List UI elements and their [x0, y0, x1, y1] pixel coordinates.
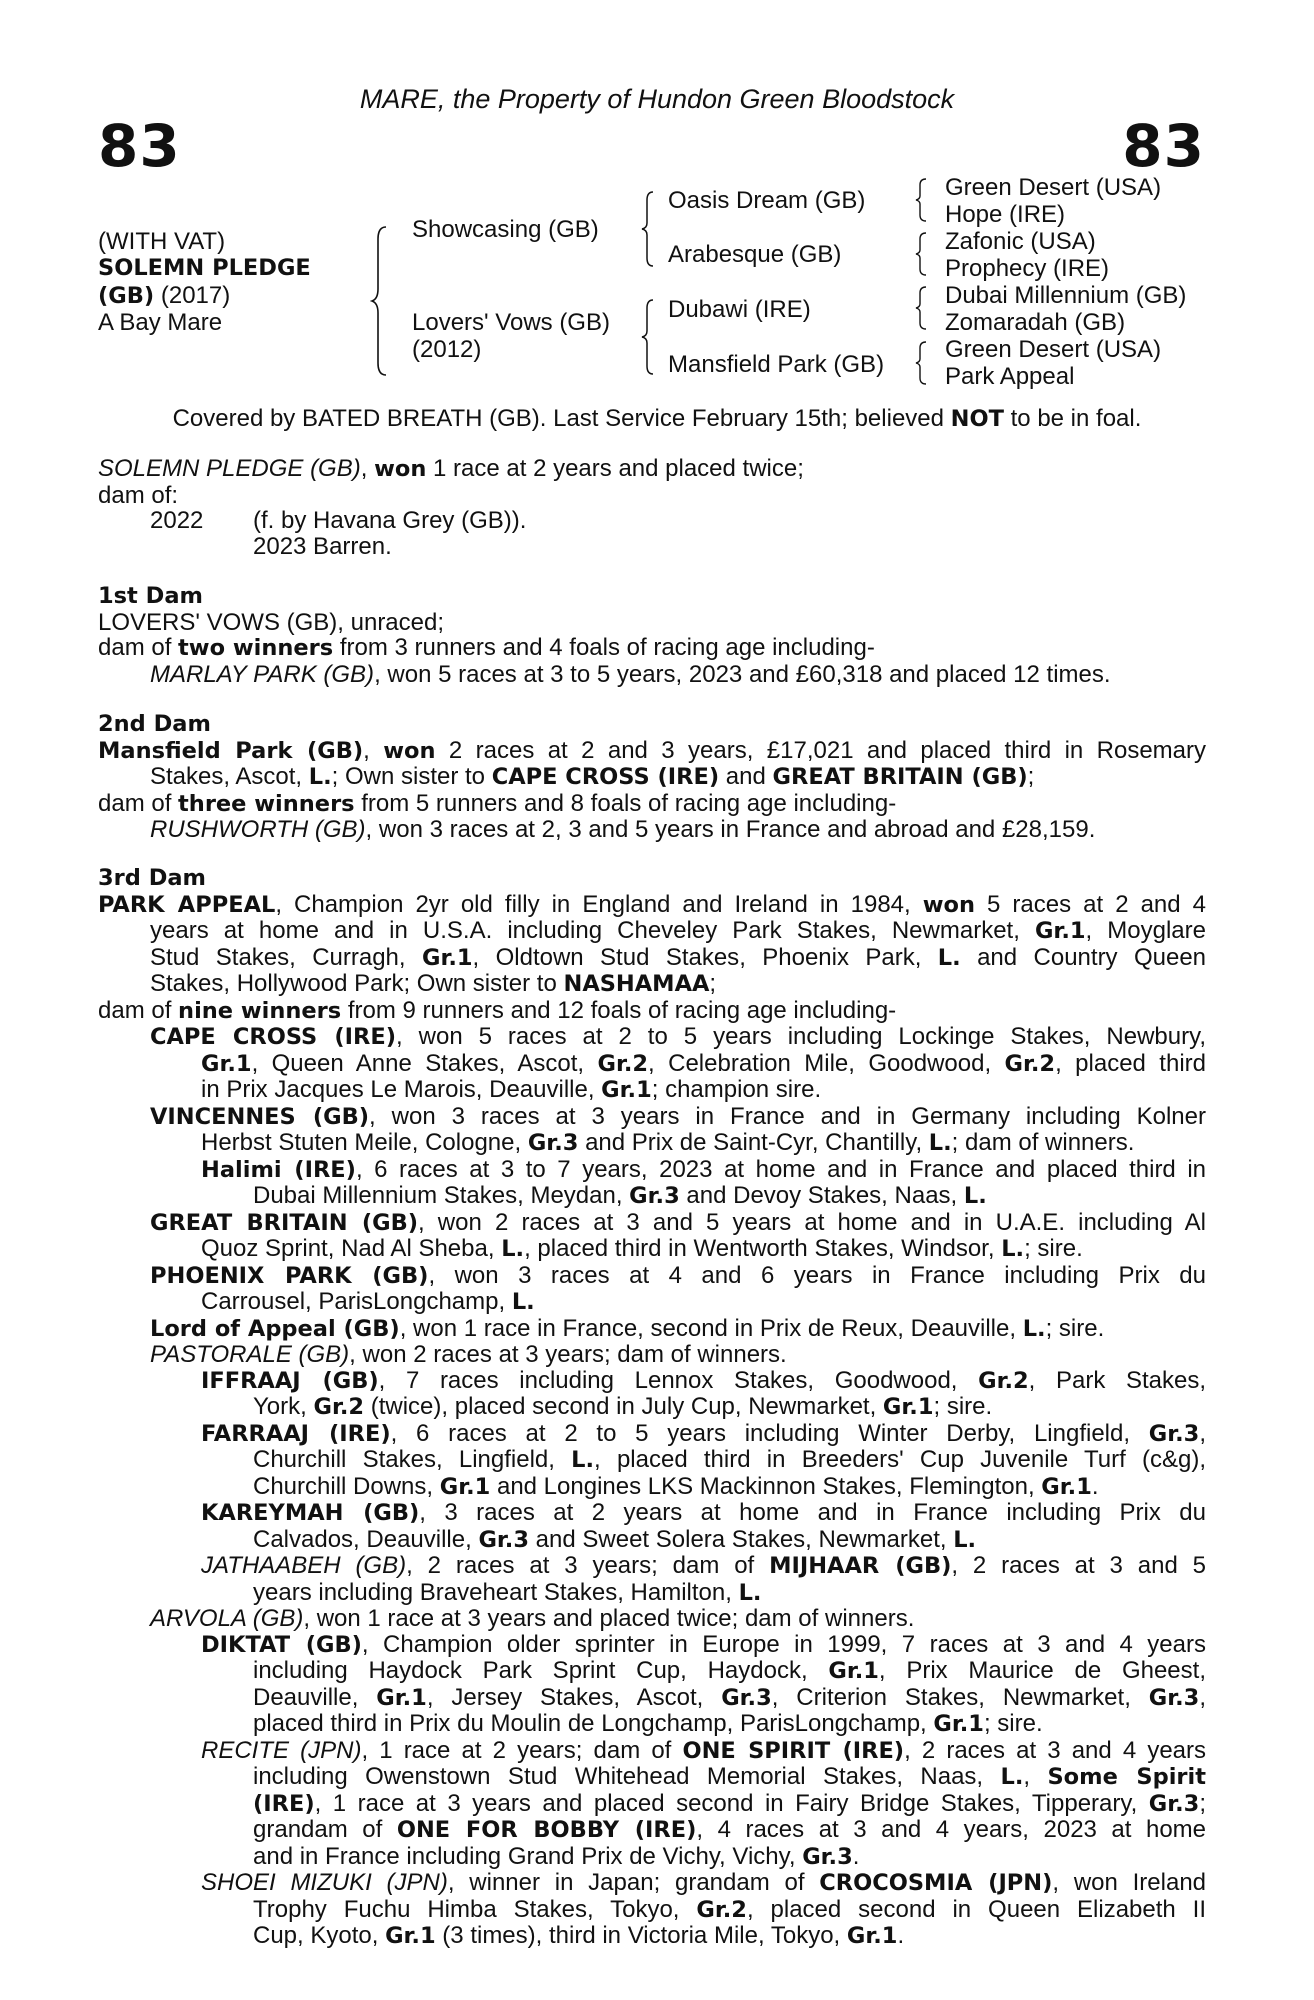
- text-line: [98, 817, 1206, 843]
- text-run: , won 3 races at 2, 3 and 5 years in France and abroad and £28,159.: [365, 816, 1096, 843]
- text-line: [98, 1817, 1206, 1844]
- text-run: , Jersey Stakes, Ascot,: [426, 1683, 722, 1711]
- text-run: RECITE (JPN): [201, 1736, 362, 1764]
- text-run: ,: [1199, 1419, 1206, 1447]
- text-run: ; sire.: [1024, 1235, 1083, 1262]
- text-run: ;: [709, 970, 717, 997]
- text-run: Deauville,: [253, 1683, 377, 1711]
- text-line: [98, 791, 1206, 818]
- text-run: , Oldtown Stud Stakes, Phoenix Park,: [472, 943, 938, 971]
- text-run: Gr.2: [1004, 1050, 1056, 1077]
- gg-2: Hope (IRE): [945, 201, 1066, 228]
- gg-7: Green Desert (USA): [945, 336, 1162, 363]
- gg-4: Prophecy (IRE): [945, 255, 1110, 282]
- text-run: Gr.3: [527, 1130, 579, 1156]
- text-line: [98, 1236, 1206, 1263]
- text-line: [98, 1316, 1206, 1343]
- text-run: Halimi (IRE): [201, 1156, 356, 1183]
- text-run: from 9 runners and 12 foals of racing age including-: [341, 996, 897, 1024]
- brace-gen2-sire: [640, 190, 656, 268]
- text-run: years at home and in U.S.A. including Cheveley Park Stakes, Newmarket,: [150, 917, 1035, 944]
- text-run: Gr.3: [1148, 1420, 1200, 1447]
- text-run: , won 5 races at 3 to 5 years, 2023 and £60,318 and placed 12 times.: [374, 660, 1111, 688]
- text-run: .: [1091, 1472, 1099, 1500]
- text-run: ; sire.: [983, 1710, 1043, 1737]
- text-run: L.: [501, 1236, 525, 1262]
- gg-5: Dubai Millennium (GB): [945, 282, 1187, 309]
- third-dam-heading: 3rd Dam: [98, 865, 206, 891]
- text-line: [98, 1474, 1206, 1501]
- sire: Showcasing (GB): [412, 216, 599, 243]
- brace-gen3-3: [914, 285, 928, 331]
- text-line: [98, 1580, 1206, 1607]
- text-run: L.: [928, 1130, 952, 1156]
- text-run: PHOENIX PARK (GB): [150, 1262, 429, 1289]
- text-line: [98, 1394, 1206, 1421]
- text-run: to be in foal.: [1003, 405, 1142, 432]
- text-run: Herbst Stuten Meile, Cologne,: [201, 1129, 528, 1156]
- text-run: GREAT BRITAIN (GB): [772, 764, 1028, 790]
- text-run: , won 2 races at 3 and 5 years at home and in U.A.E. including Al: [418, 1208, 1206, 1236]
- dam-sire: Dubawi (IRE): [668, 296, 811, 323]
- text-line: [98, 1183, 1206, 1210]
- text-run: two winners: [178, 635, 334, 661]
- text-run: CROCOSMIA (JPN): [819, 1870, 1053, 1896]
- text-run: GREAT BRITAIN (GB): [150, 1209, 419, 1236]
- text-run: PASTORALE (GB): [150, 1341, 350, 1368]
- text-run: , 2 races at 3 years; dam of: [406, 1552, 770, 1579]
- text-run: L.: [738, 1579, 762, 1606]
- text-run: NOT: [950, 406, 1004, 432]
- text-line: [98, 1606, 1206, 1632]
- text-run: from 3 runners and 4 foals of racing age including-: [333, 634, 875, 661]
- text-run: L.: [511, 1289, 535, 1315]
- text-run: JATHAABEH (GB): [201, 1552, 407, 1579]
- text-run: NASHAMAA: [563, 971, 710, 997]
- text-run: won: [383, 737, 436, 764]
- text-run: 2 races at 2 and 3 years, £17,021 and placed third in Rosemary: [435, 736, 1206, 764]
- text-run: Gr.1: [601, 1077, 652, 1103]
- lot-number-left: 83: [98, 112, 181, 180]
- brace-gen3-1: [914, 177, 928, 223]
- text-run: Gr.2: [978, 1367, 1029, 1394]
- text-run: Gr.1: [882, 1394, 934, 1420]
- text-run: in Prix Jacques Le Marois, Deauville,: [201, 1076, 602, 1103]
- text-line: [98, 892, 1206, 919]
- text-line: [98, 1210, 1206, 1237]
- text-line: [98, 918, 1206, 945]
- pedigree-table: [0, 0, 1314, 420]
- intro-section: [98, 456, 1206, 559]
- text-run: Lord of Appeal (GB): [150, 1315, 400, 1342]
- gg-3: Zafonic (USA): [945, 228, 1096, 255]
- text-run: and in France including Grand Prix de Vichy, Vichy,: [253, 1842, 803, 1870]
- text-run: , 6 races at 2 to 5 years including Winter Derby, Lingfield,: [390, 1419, 1149, 1447]
- dam-dam: Mansfield Park (GB): [668, 351, 885, 378]
- text-run: SOLEMN PLEDGE (GB): [98, 455, 361, 482]
- text-run: from 5 runners and 8 foals of racing age including-: [354, 789, 897, 817]
- text-run: , placed third: [1055, 1049, 1206, 1077]
- text-run: L.: [1022, 1315, 1046, 1342]
- text-run: FARRAAJ (IRE): [201, 1420, 391, 1447]
- text-run: ARVOLA (GB): [150, 1605, 304, 1632]
- text-line: [98, 1711, 1206, 1738]
- covered-line: [0, 406, 1314, 433]
- text-run: , Champion older sprinter in Europe in 1999, 7 races at 3 and 4 years: [361, 1630, 1206, 1658]
- text-run: Dubai Millennium Stakes, Meydan,: [253, 1182, 630, 1209]
- text-run: Gr.2: [313, 1394, 365, 1420]
- text-run: Cup, Kyoto,: [253, 1922, 386, 1949]
- text-run: , 1 race at 2 years; dam of: [361, 1736, 683, 1764]
- text-run: Stakes, Ascot,: [150, 763, 309, 790]
- horse-description: A Bay Mare: [98, 309, 223, 336]
- text-line: [98, 764, 1206, 791]
- text-line: [98, 456, 1206, 483]
- page-header: MARE, the Property of Hundon Green Bloodstock: [359, 84, 955, 114]
- text-run: Churchill Downs,: [253, 1472, 440, 1500]
- text-run: CAPE CROSS (IRE): [150, 1024, 397, 1050]
- text-run: , 1 race at 3 years and placed second in Fairy Bridge Stakes, Tipperary,: [314, 1789, 1149, 1817]
- text-run: Mansfield Park (GB): [98, 737, 364, 764]
- text-line: [98, 1897, 1206, 1924]
- text-line: [98, 1527, 1206, 1554]
- text-run: Gr.3: [1148, 1790, 1200, 1817]
- text-run: , Prix Maurice de Gheest,: [878, 1657, 1206, 1684]
- text-line: [98, 1844, 1206, 1871]
- text-line: [98, 738, 1206, 765]
- text-run: and Sweet Solera Stakes, Newmarket,: [529, 1525, 954, 1553]
- horse-country-year: (GB) (2017): [98, 282, 231, 309]
- text-run: ,: [360, 455, 375, 482]
- text-run: Gr.1: [1041, 1473, 1092, 1500]
- text-run: and Prix de Saint-Cyr, Chantilly,: [578, 1129, 929, 1156]
- text-run: L.: [937, 944, 961, 971]
- text-run: , 2 races at 3 and 4 years: [904, 1736, 1207, 1764]
- text-run: ,: [1023, 1763, 1048, 1790]
- text-line: [98, 1738, 1206, 1765]
- text-run: Gr.3: [721, 1684, 772, 1711]
- text-run: Gr.3: [1148, 1684, 1200, 1711]
- text-line: [98, 1791, 1206, 1818]
- text-run: , Queen Anne Stakes, Ascot,: [251, 1049, 598, 1077]
- first-dam-heading: 1st Dam: [98, 583, 203, 609]
- horse-name: SOLEMN PLEDGE: [98, 255, 311, 281]
- text-run: Gr.3: [478, 1526, 530, 1553]
- text-line: [98, 998, 1206, 1025]
- text-run: Churchill Stakes, Lingfield,: [253, 1446, 572, 1473]
- text-run: IFFRAAJ (GB): [201, 1367, 379, 1394]
- lot-number-right: 83: [1122, 112, 1205, 180]
- text-run: 1 race at 2 years and placed twice;: [426, 455, 804, 482]
- text-run: ; champion sire.: [651, 1076, 822, 1103]
- third-dam-section: [98, 866, 1206, 1950]
- text-run: , placed third in Breeders' Cup Juvenile Turf (c&g),: [594, 1446, 1207, 1473]
- sire-dam: Arabesque (GB): [668, 241, 842, 268]
- text-run: , 4 races at 3 and 4 years, 2023 at home: [696, 1816, 1207, 1843]
- text-line: dam of:: [98, 481, 179, 509]
- text-run: .: [852, 1842, 860, 1870]
- text-run: L.: [1000, 1764, 1024, 1790]
- text-run: , won 5 races at 2 to 5 years including Lockinge Stakes, Newbury,: [396, 1023, 1206, 1050]
- text-run: , Criterion Stakes, Newmarket,: [771, 1683, 1149, 1711]
- second-dam-section: [98, 712, 1206, 843]
- text-run: ONE SPIRIT (IRE): [682, 1737, 905, 1764]
- text-run: (f. by Havana Grey (GB)).: [253, 507, 527, 534]
- text-run: ; Own sister to: [331, 763, 492, 790]
- text-run: Calvados, Deauville,: [253, 1525, 479, 1553]
- text-line: [98, 662, 1206, 688]
- text-line: [98, 1368, 1206, 1395]
- text-run: Gr.3: [629, 1183, 680, 1209]
- text-run: Gr.1: [439, 1473, 491, 1500]
- text-run: CAPE CROSS (IRE): [491, 764, 720, 790]
- text-run: , winner in Japan; grandam of: [447, 1869, 820, 1896]
- text-run: years including Braveheart Stakes, Hamilton,: [253, 1578, 739, 1606]
- dam: Lovers' Vows (GB): [412, 309, 610, 336]
- text-run: MIJHAAR (GB): [769, 1553, 952, 1579]
- text-run: and: [719, 763, 773, 790]
- text-run: Gr.2: [696, 1896, 747, 1923]
- text-run: Gr.1: [828, 1658, 879, 1684]
- text-run: , Moyglare: [1085, 917, 1206, 944]
- text-line: [98, 1764, 1206, 1791]
- gg-1: Green Desert (USA): [945, 174, 1162, 201]
- brace-gen3-4: [914, 340, 928, 386]
- text-run: ;: [1199, 1789, 1206, 1817]
- brace-gen1: [370, 225, 390, 377]
- text-run: and Devoy Stakes, Naas,: [679, 1182, 964, 1209]
- text-run: MARLAY PARK (GB): [150, 660, 375, 688]
- text-run: Stakes, Hollywood Park; Own sister to: [150, 970, 564, 997]
- text-run: and Country Queen: [960, 943, 1207, 971]
- text-line: LOVERS' VOWS (GB), unraced;: [98, 608, 445, 636]
- text-line: [98, 1051, 1206, 1078]
- text-run: Gr.1: [201, 1050, 252, 1077]
- text-run: , Champion 2yr old filly in England and Ireland in 1984,: [275, 890, 923, 918]
- text-run: DIKTAT (GB): [201, 1631, 362, 1658]
- first-dam-section: [98, 584, 1206, 687]
- text-line: [98, 1500, 1206, 1527]
- text-run: , 6 races at 3 to 7 years, 2023 at home and in France and placed third in: [355, 1155, 1207, 1183]
- text-run: ; sire.: [1045, 1314, 1105, 1342]
- text-run: ,: [363, 736, 384, 764]
- text-run: , Celebration Mile, Goodwood,: [648, 1049, 1005, 1077]
- text-line: [98, 635, 1206, 662]
- vat-label: (WITH VAT): [98, 228, 226, 255]
- text-run: L.: [308, 764, 332, 790]
- text-run: Gr.1: [385, 1923, 436, 1949]
- brace-gen2-dam: [640, 298, 656, 376]
- sire-sire: Oasis Dream (GB): [668, 187, 866, 214]
- text-run: , won 1 race at 3 years and placed twice; dam of winners.: [303, 1605, 915, 1632]
- text-run: Quoz Sprint, Nad Al Sheba,: [201, 1235, 502, 1262]
- text-line: [98, 1685, 1206, 1712]
- text-run: three winners: [178, 790, 355, 817]
- text-run: Carrousel, ParisLongchamp,: [201, 1288, 512, 1315]
- text-run: including Owenstown Stud Whitehead Memorial Stakes, Naas,: [253, 1763, 1001, 1790]
- text-run: 5 races at 2 and 4: [975, 890, 1206, 918]
- text-run: ONE FOR BOBBY (IRE): [396, 1817, 697, 1843]
- text-run: , won 1 race in France, second in Prix de Reux, Deauville,: [399, 1314, 1023, 1342]
- text-line: [98, 1870, 1206, 1897]
- text-run: Gr.1: [846, 1923, 898, 1949]
- text-line: [98, 1632, 1206, 1659]
- text-run: and Longines LKS Mackinnon Stakes, Flemington,: [490, 1472, 1042, 1500]
- text-line: [98, 945, 1206, 972]
- text-line: [98, 1157, 1206, 1184]
- text-run: won: [922, 891, 975, 918]
- second-dam-heading: 2nd Dam: [98, 711, 211, 737]
- text-run: Gr.1: [1034, 918, 1086, 944]
- text-run: L.: [953, 1526, 977, 1553]
- text-run: ; sire.: [933, 1393, 993, 1420]
- gg-6: Zomaradah (GB): [945, 309, 1126, 336]
- text-line: [98, 1077, 1206, 1104]
- text-run: L.: [571, 1447, 595, 1473]
- text-run: (twice), placed second in July Cup, Newmarket,: [364, 1393, 883, 1420]
- text-run: ; dam of winners.: [951, 1129, 1135, 1156]
- text-line: [98, 1447, 1206, 1474]
- text-run: , placed second in Queen Elizabeth II: [746, 1895, 1207, 1923]
- text-run: L.: [1001, 1236, 1025, 1262]
- text-run: Gr.1: [933, 1711, 984, 1737]
- text-run: , 3 races at 2 years at home and in France including Prix du: [419, 1499, 1206, 1526]
- text-run: Gr.3: [802, 1843, 853, 1870]
- text-line: [98, 1658, 1206, 1685]
- text-run: Gr.1: [421, 944, 473, 971]
- text-run: , won 2 races at 3 years; dam of winners.: [349, 1341, 787, 1368]
- text-run: PARK APPEAL: [98, 891, 276, 918]
- text-line: [98, 508, 1206, 534]
- text-run: SHOEI MIZUKI (JPN): [201, 1869, 448, 1896]
- text-run: , won Ireland: [1052, 1869, 1207, 1896]
- text-line: [98, 1421, 1206, 1448]
- text-run: ;: [1027, 763, 1035, 790]
- text-run: (IRE): [253, 1790, 315, 1817]
- text-run: Some Spirit: [1047, 1764, 1206, 1790]
- brace-gen3-2: [914, 231, 928, 277]
- text-line: [98, 1289, 1206, 1316]
- text-run: Covered by BATED BREATH (GB). Last Service February 15th; believed: [172, 405, 951, 432]
- text-line: [98, 1263, 1206, 1290]
- text-run: York,: [253, 1393, 314, 1420]
- text-run: (3 times), third in Victoria Mile, Tokyo,: [435, 1922, 847, 1949]
- text-line: 2023 Barren.: [253, 532, 392, 560]
- gg-8: Park Appeal: [945, 363, 1075, 390]
- text-line: [98, 1553, 1206, 1580]
- text-run: , 7 races including Lennox Stakes, Goodwood,: [378, 1366, 979, 1394]
- text-line: [98, 1923, 1206, 1950]
- text-run: 2022: [150, 507, 204, 534]
- text-run: , 2 races at 3 and 5: [951, 1552, 1206, 1579]
- text-run: , won 3 races at 4 and 6 years in France including Prix du: [428, 1261, 1206, 1289]
- text-run: Stud Stakes, Curragh,: [150, 943, 422, 971]
- text-line: [98, 1342, 1206, 1368]
- text-run: grandam of: [253, 1816, 397, 1843]
- text-line: [98, 1130, 1206, 1157]
- dam-year: (2012): [412, 336, 482, 363]
- text-run: Gr.2: [597, 1050, 649, 1077]
- text-run: , Park Stakes,: [1028, 1366, 1207, 1394]
- text-run: Gr.1: [376, 1684, 427, 1711]
- text-line: [98, 1024, 1206, 1051]
- text-run: won: [374, 456, 427, 482]
- text-run: VINCENNES (GB): [150, 1103, 370, 1130]
- text-run: RUSHWORTH (GB): [150, 816, 366, 843]
- text-run: ,: [1199, 1683, 1206, 1711]
- text-run: , won 3 races at 3 years in France and in Germany including Kolner: [369, 1102, 1206, 1130]
- text-run: KAREYMAH (GB): [201, 1500, 420, 1526]
- text-run: L.: [963, 1183, 987, 1209]
- text-line: [98, 971, 1206, 998]
- text-line: [98, 1104, 1206, 1131]
- text-run: placed third in Prix du Moulin de Longchamp, ParisLongchamp,: [253, 1710, 934, 1737]
- text-run: nine winners: [178, 997, 342, 1024]
- text-run: dam of: [98, 789, 179, 817]
- text-run: , placed third in Wentworth Stakes, Windsor,: [524, 1235, 1002, 1262]
- text-run: Trophy Fuchu Himba Stakes, Tokyo,: [253, 1895, 697, 1923]
- text-run: dam of: [98, 996, 179, 1024]
- text-run: including Haydock Park Sprint Cup, Haydock,: [253, 1657, 829, 1684]
- text-run: dam of: [98, 634, 179, 661]
- text-run: .: [897, 1922, 905, 1949]
